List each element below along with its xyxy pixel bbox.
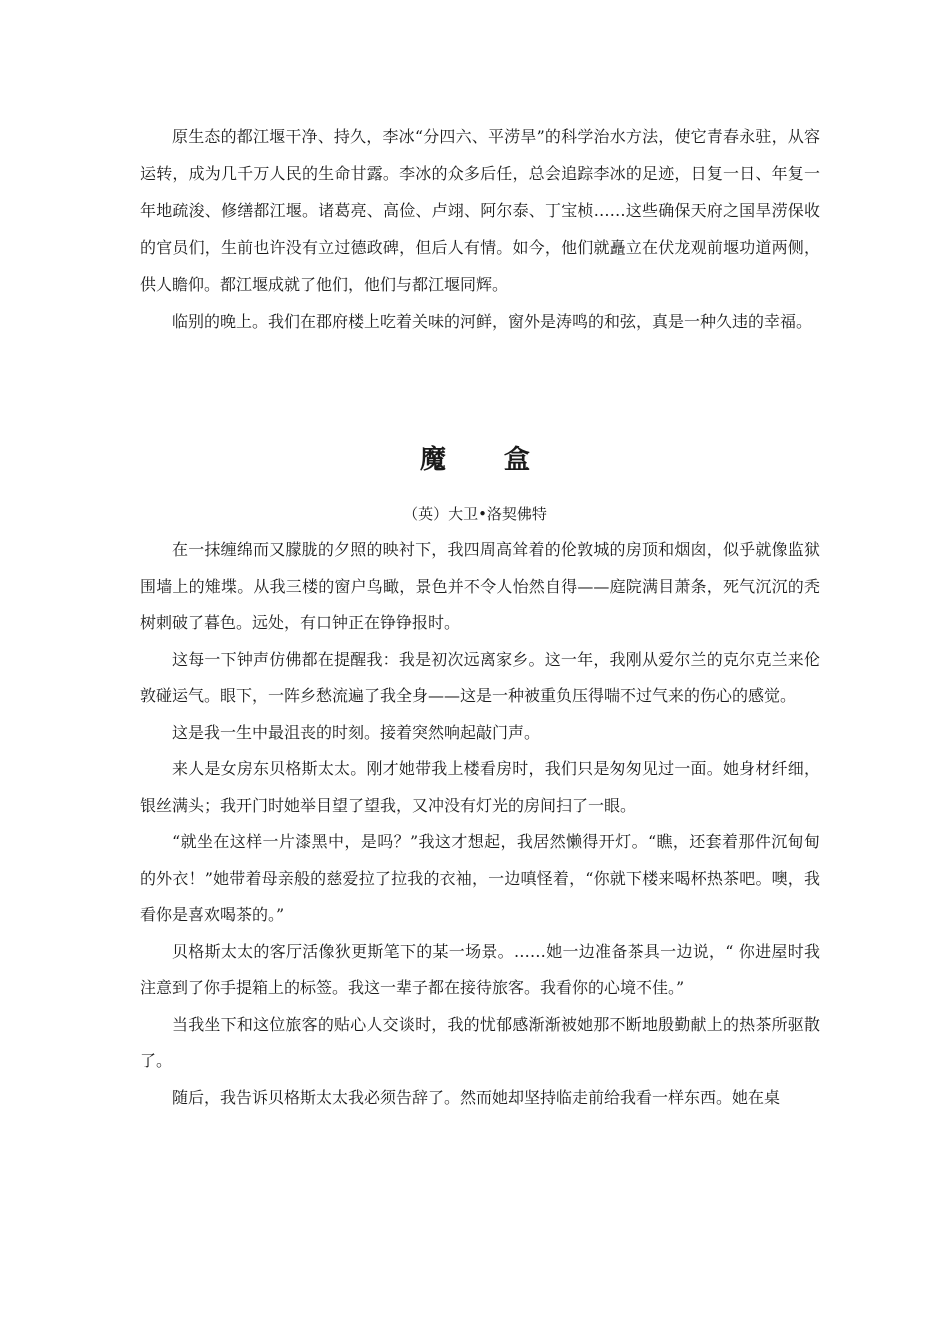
paragraph: 这每一下钟声仿佛都在提醒我：我是初次远离家乡。这一年，我刚从爱尔兰的克尔克兰来伦敦碰运气。眼下，一阵乡愁流遍了我全身——这是一种被重负压得喘不过气来的伤心的感觉。 (140, 649, 820, 705)
paragraph: “就坐在这样一片漆黑中，是吗？”我这才想起，我居然懒得开灯。“瞧，还套着那件沉甸甸的外衣！”她带着母亲般的慈爱拉了拉我的衣袖，一边嗔怪着，“你就下楼来喝杯热茶吧。噢，我看你是喜欢喝茶的。” (140, 832, 820, 924)
article-author: （英）大卫•洛契佛特 (403, 505, 547, 523)
paragraph: 当我坐下和这位旅客的贴心人交谈时，我的忧郁感渐渐被她那不断地殷勤献上的热茶所驱散了。 (140, 1014, 820, 1070)
article-body (140, 532, 820, 1116)
paragraph: 来人是女房东贝格斯太太。刚才她带我上楼看房时，我们只是匆匆见过一面。她身材纤细，银丝满头；我开门时她举目望了望我，又冲没有灯光的房间扫了一眼。 (140, 759, 820, 815)
section-dujiangyan (140, 118, 820, 340)
paragraph: 贝格斯太太的客厅活像狄更斯笔下的某一场景。……她一边准备茶具一边说，“ 你进屋时我注意到了你手提箱上的标签。我这一辈子都在接待旅客。我看你的心境不佳。” (140, 941, 820, 997)
paragraph: 随后，我告诉贝格斯太太我必须告辞了。然而她却坚持临走前给我看一样东西。她在桌 (172, 1087, 781, 1107)
paragraph: 临别的晚上。我们在郡府楼上吃着关味的河鲜，窗外是涛鸣的和弦，真是一种久违的幸福。 (172, 312, 813, 331)
paragraph: 在一抹缠绵而又朦胧的夕照的映衬下，我四周高耸着的伦敦城的房顶和烟囱，似乎就像监狱围墙上的雉堞。从我三楼的窗户鸟瞰，景色并不令人怡然自得——庭院满目萧条，死气沉沉的秃树刺破了暮色。远处，有口钟正在铮铮报时。 (140, 540, 820, 632)
paragraph: 这是我一生中最沮丧的时刻。接着突然响起敲门声。 (172, 722, 541, 742)
article-title: 魔盒 (419, 445, 588, 475)
paragraph: 原生态的都江堰干净、持久，李冰“分四六、平涝旱”的科学治水方法，使它青春永驻，从容运转，成为几千万人民的生命甘露。李冰的众多后任，总会追踪李冰的足迹，日复一日、年复一年地疏浚、修缮都江堰。诸葛亮、高俭、卢翊、阿尔泰、丁宝桢……这些确保天府之国旱涝保收的官员们，生前也许没有立过德政碑，但后人有情。如今，他们就矗立在伏龙观前堰功道两侧，供人瞻仰。都江堰成就了他们，他们与都江堰同辉。 (140, 127, 820, 294)
